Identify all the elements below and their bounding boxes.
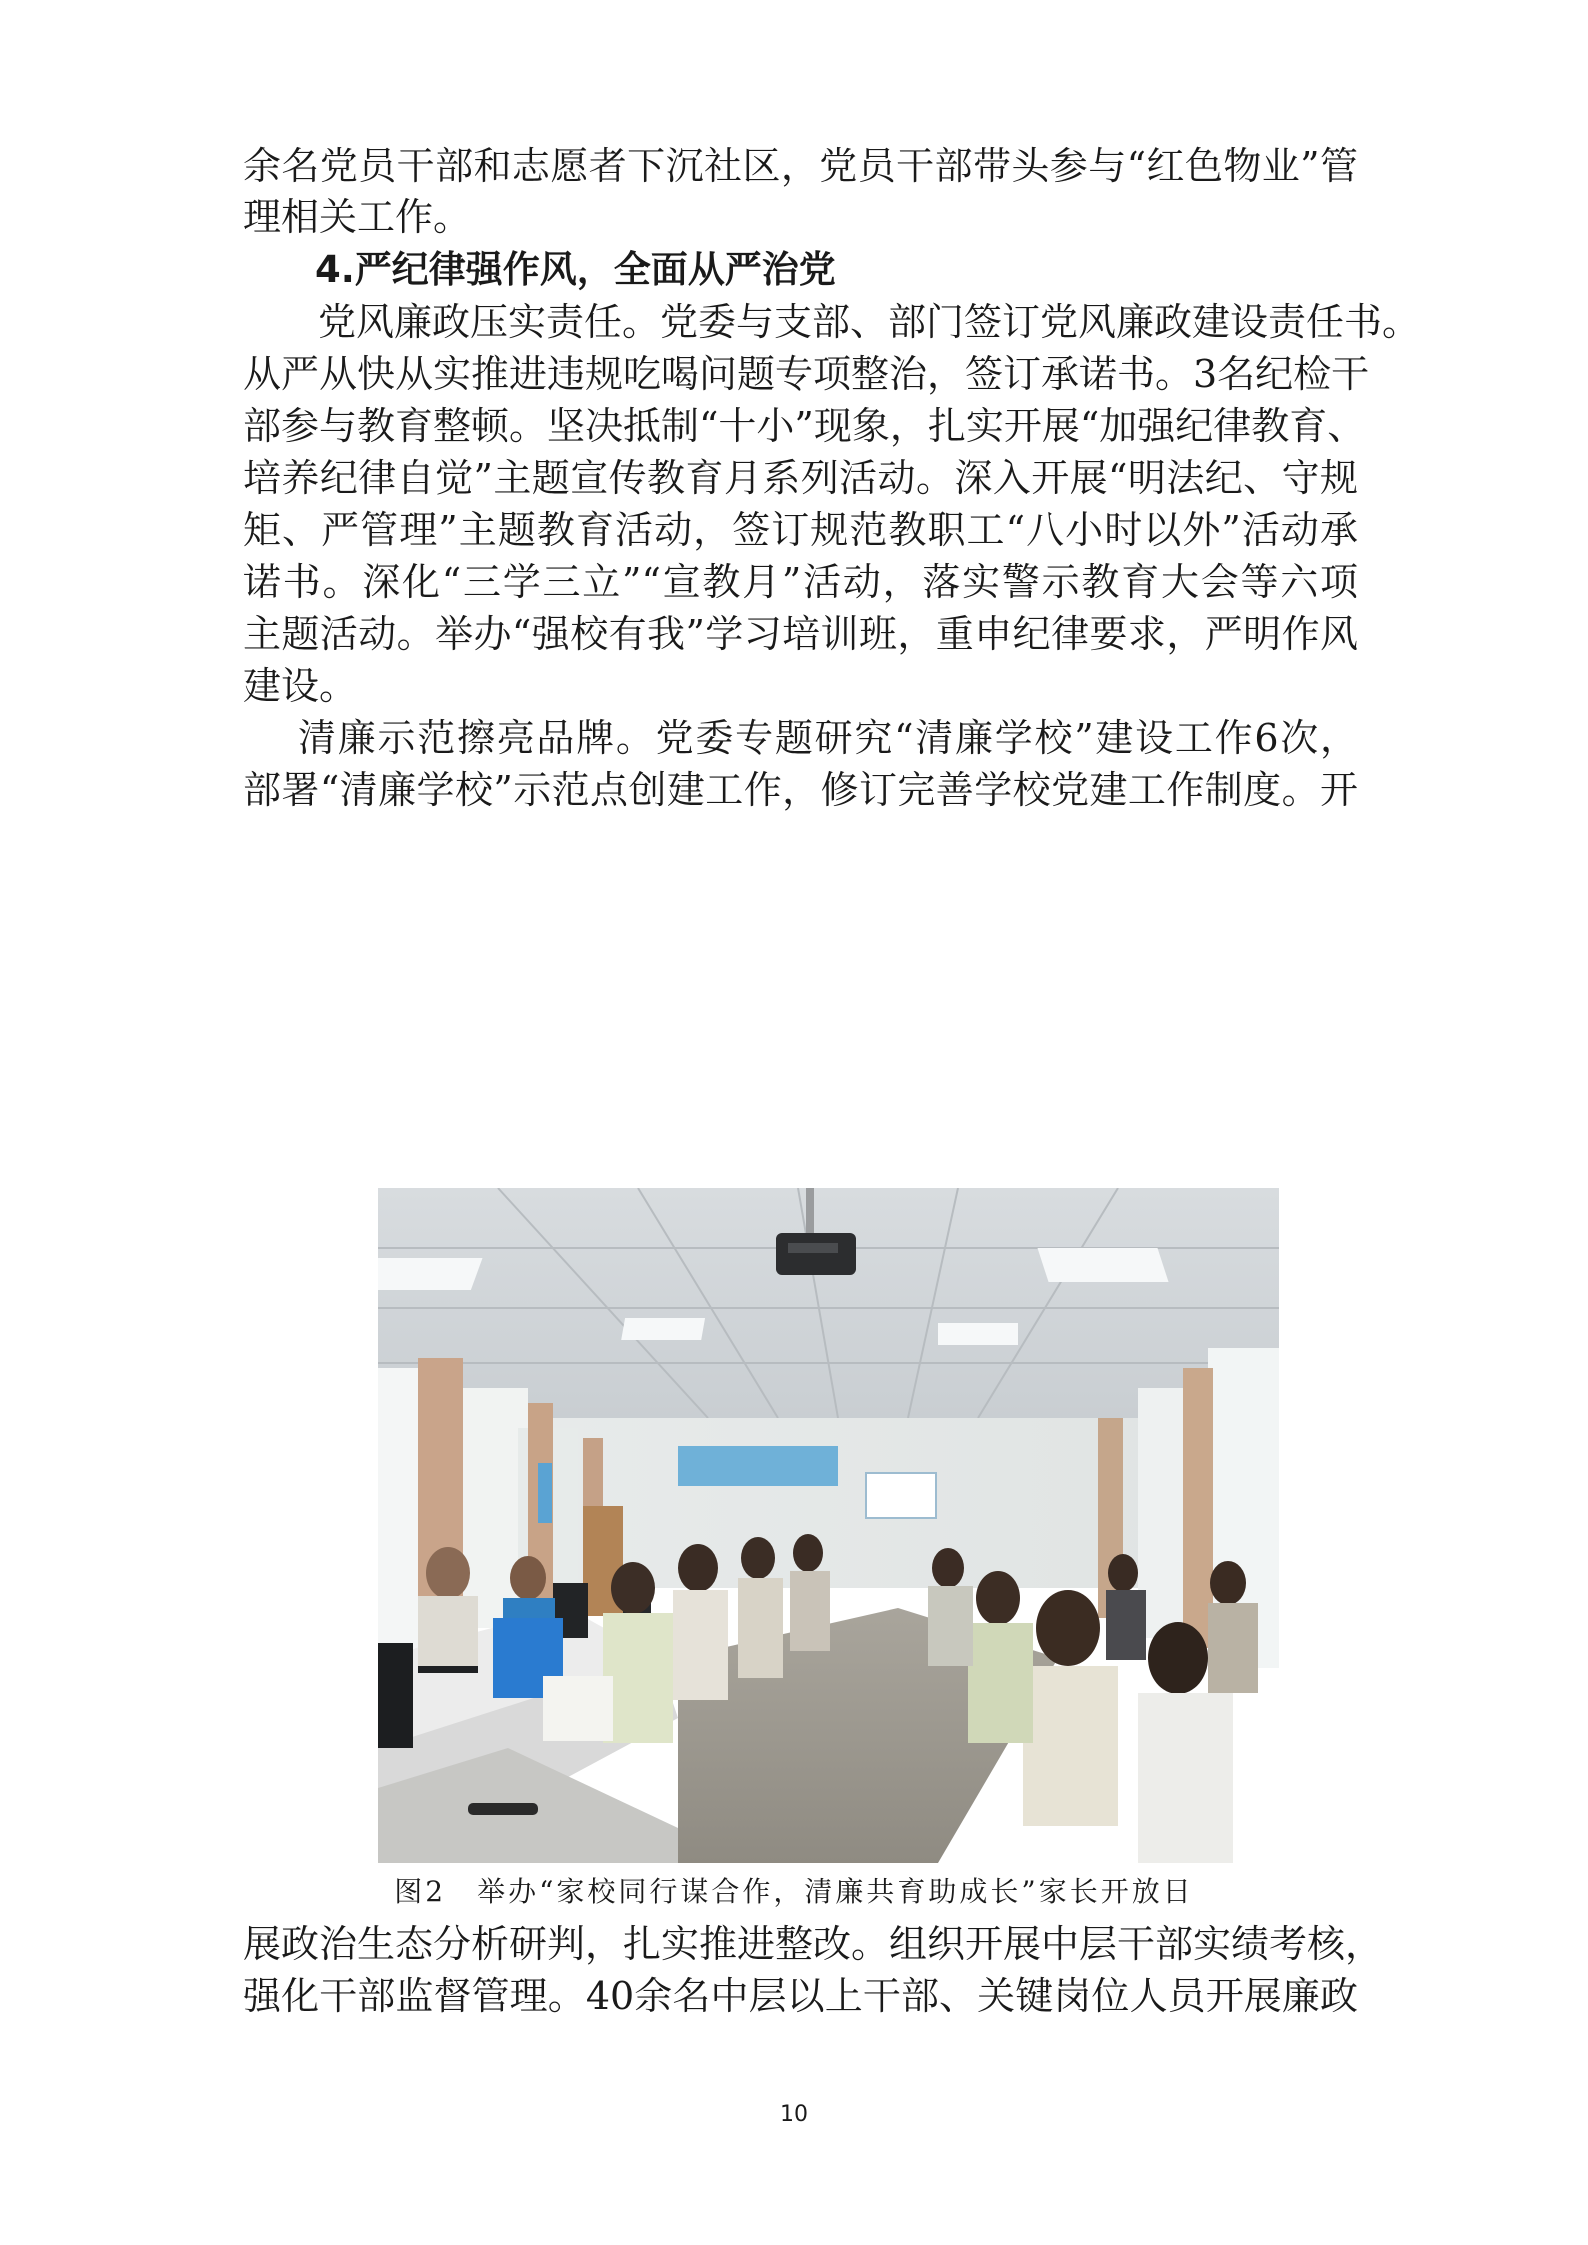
body-text-line: 党风廉政压实责任。党委与支部、部门签订党风廉政建设责任书。 [318,300,1421,344]
body-text-line: 展政治生态分析研判，扎实推进整改。组织开展中层干部实绩考核， [243,1922,1384,1966]
body-text-line: 从严从快从实推进违规吃喝问题专项整治，签订承诺书。3名纪检干 [243,352,1370,396]
body-text-line: 诺书。深化“三学三立”“宣教月”活动，落实警示教育大会等六项 [243,560,1358,604]
body-text-line: 培养纪律自觉”主题宣传教育月系列活动。深入开展“明法纪、守规 [243,456,1358,500]
body-text-line: 建设。 [243,664,358,708]
body-text-line: 余名党员干部和志愿者下沉社区，党员干部带头参与“红色物业”管 [243,144,1358,188]
body-text-line: 理相关工作。 [243,195,472,239]
body-text-line: 部署“清廉学校”示范点创建工作，修订完善学校党建工作制度。开 [243,768,1358,812]
meeting-room-photo [378,1188,1279,1863]
body-text-line: 矩、严管理”主题教育活动，签订规范教职工“八小时以外”活动承 [243,508,1358,552]
body-text-line: 清廉示范擦亮品牌。党委专题研究“清廉学校”建设工作6次， [298,716,1358,760]
body-text-line: 强化干部监督管理。40余名中层以上干部、关键岗位人员开展廉政 [243,1974,1358,2018]
body-text-line: 部参与教育整顿。坚决抵制“十小”现象，扎实开展“加强纪律教育、 [243,404,1366,448]
page-number: 10 [780,2102,808,2127]
section-heading: 4.严纪律强作风，全面从严治党 [315,248,836,291]
figure-caption: 图2 举办“家校同行谋合作，清廉共育助成长”家长开放日 [394,1875,1194,1908]
body-text-line: 主题活动。举办“强校有我”学习培训班，重申纪律要求，严明作风 [243,612,1358,656]
